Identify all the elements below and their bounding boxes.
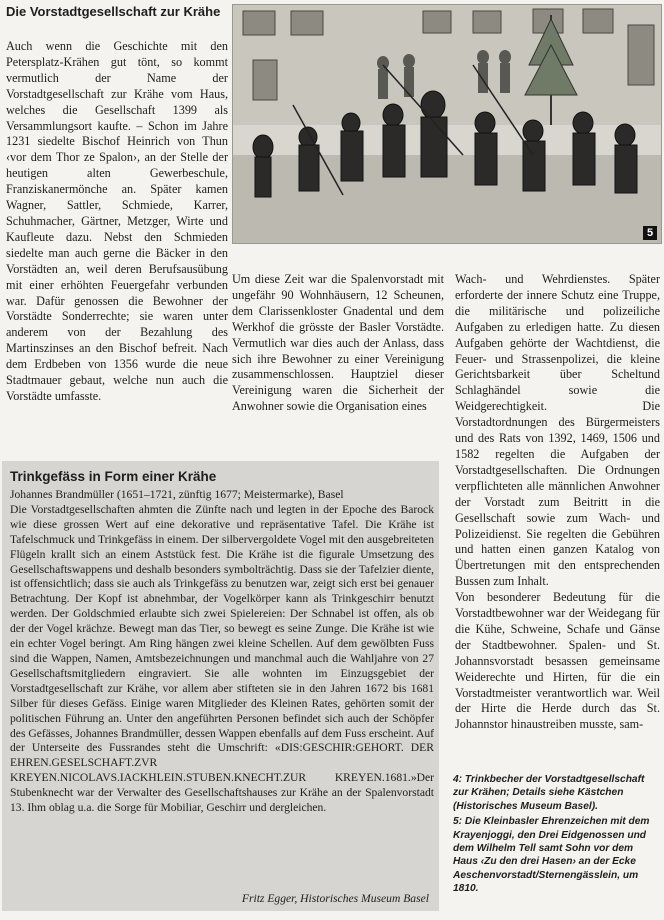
caption-5: 5: Die Kleinbasler Ehrenzeichen mit dem Krayenjoggi, den Drei Eidgenossen und dem Wilhelm Tell samt Sohn vor dem Haus ‹Zu den drei Hasen› an der Ecke Aeschenvorstadt/Sternengässlein, um 1810. (453, 816, 650, 895)
article-paragraph: Von besonderer Bedeutung für die Vorstadtbewohner war der Weidegang für die Kühe, Schweine, Schafe und Gänse der Stadtbewohner. Spalen- und St. Johannsvorstadt besassen gemeinsame Weiderechte und Hirten, für die ein Vorstadtmeister verantwortlich war. Weil der Hirte die Herde durch das St. Johannstor hinaustreiben musste, sam- (455, 590, 660, 732)
box-title: Trinkgefäss in Form einer Krähe (10, 469, 217, 484)
figure-number: 5 (643, 226, 657, 240)
article-paragraph: Um diese Zeit war die Spalenvorstadt mit ungefähr 90 Wohnhäusern, 12 Scheunen, dem Clarissenkloster Gnadental und dem Werkhof die grösste der Basler Vorstädte. Vermutlich war dies auch der Anlass, dass sich ihre Bewohner zu einer Vereinigung zusammenschlossen. Hauptziel dieser Vereinigung waren die Sicherheit der Anwohner sowie die Organisation eines (232, 272, 444, 414)
article-column-2 (232, 272, 444, 415)
article-paragraph: Wach- und Wehrdienstes. Später erforderte der innere Schutz eine Truppe, die militärische und polizeiliche Aufgaben zu erledigen hatte. Zu diesen Aufgaben gehörte der Wachtdienst, die Feuer- und Strassenpolizei, die kleine Gerichtsbarkeit über Scheltund Schlaghändel sowie die Weidgerechtigkeit. Die Vorstadtordnungen des Bürgermeisters und des Rats von 1392, 1469, 1506 und 1582 regelten die Aufgaben der Vorstadtgesellschaften. Die Ordnungen verpflichteten alle männlichen Anwohner der Vorstadt zum Beitritt in die Gesellschaft sowie zum Wach- und Polizeidienst. Sie regelten die Gebühren und hatten einen ganzen Katalog von Übertretungen mit den entsprechenden Bussen zum Inhalt. (455, 272, 660, 589)
article-paragraph: Auch wenn die Geschichte mit den Petersplatz-Krähen gut tönt, so kommt vermutlich der Name der Vorstadtgesellschaft zur Krähe vom Haus, welches die Gesellschaft 1399 als Versammlungsort kaufte. – Schon im Jahre 1231 siedelte Bischof Heinrich von Thun ‹vor dem Thor ze Spalon›, an der Stelle der heutigen alten Gewerbeschule, Franziskanermönche an. Später kamen Wagner, Sattler, Schmiede, Karrer, Schuhmacher, Gärtner, Metzger, Wirte und Kaufleute dazu. Nebst den Schmieden siedelte man auch gerne die Bäcker in den Vorstädten an, weil deren Berufsausübung mit einer erhöhten Feuergefahr verbunden war. Dafür genossen die Bewohner der Vorstädte Sonderrechte; sie waren unter anderem von der Bezahlung des Martinszinses an den Bischof befreit. Nach dem Erdbeben von 1356 wurde die neue Stadtmauer gebaut, welche nun auch die Vorstädte umfasste. (6, 39, 228, 403)
caption-4: 4: Trinkbecher der Vorstadtgesellschaft zur Krähen; Details siehe Kästchen (Historisches Museum Basel). (453, 774, 645, 812)
article-column-3 (455, 272, 660, 733)
box-subtitle: Johannes Brandmüller (1651–1721, zünftig 1677; Meistermarke), Basel (10, 488, 344, 501)
article-column-1 (6, 39, 228, 405)
info-box (2, 461, 439, 911)
box-text: Die Vorstadtgesellschaften ahmten die Zünfte nach und legten in der Epoche des Barock wie diese grossen Wert auf eine dekorative und repräsentative Tafel. Die Krähe ist Tafelschmuck und Trinkgefäss in einem. Der silbervergoldete Vogel mit den ausgebreiteten Flügeln krallt sich an einem Aststück fest. Die Krähe ist die figurale Umsetzung des Gesellschaftswappens und deshalb besonders symbolträchtig. Dass sie der Tafelzier diente, ist offensichtlich; dass sie auch als Trinkgefäss zu benutzen war, zeigt sich erst bei genauer Betrachtung. Der Kopf ist abnehmbar, der Vogelkörper kann als Trinkgeschirr benutzt werden. Der Goldschmied erlaubte sich zwei Spielereien: Der Schnabel ist offen, als ob der der Vogel krächze. Bewegt man das Tier, so bewegt es seine Zunge. Die Krähe ist wie ein echter Vogel beringt. Am Ring hängen zwei kleine Schellen. Auf dem gewölbten Fuss sind die Wappen, Namen, Amtsbezeichnungen und manchmal auch die Wahljahre von 27 Gesellschaftsmitgliedern eingraviert. Sie alle wohnten im Einzugsgebiet der Vorstadtgesellschaft zur Krähe, vor allem aber stifteten sie in den Jahren 1672 bis 1681 Silber für dieses Gefäss. Einige waren Mitglieder des Kleinen Rates, gehörten somit der politischen Führung an. Unter den angeführten Personen befindet sich auch der Schöpfer des Gefässes, Johannes Brandmüller, dessen Wappen ebenfalls auf dem Fuss erscheint. Auf der Unterseite des Fussrandes steht die Umschrift: «DIS:GESCHIR:GEHORT. DER EHREN.GESELSCHAFT.ZVR KREYEN.NICOLAVS.IACKHLEIN.STUBEN.KNECHT.ZUR KREYEN.1681.»Der Stubenknecht war der Verwalter des Gesellschaftshauses zur Krähe an der Spalenvorstadt 13. Ihm oblag u.a. die Sorge für Mobiliar, Geschirr und dergleichen. (10, 502, 434, 815)
box-author: Fritz Egger, Historisches Museum Basel (241, 892, 429, 905)
illustration-street-procession (232, 4, 662, 244)
box-body (10, 488, 434, 816)
procession-drawing (233, 5, 661, 243)
article-title: Die Vorstadtgesellschaft zur Krähe (6, 4, 221, 19)
figure-captions (453, 773, 659, 898)
